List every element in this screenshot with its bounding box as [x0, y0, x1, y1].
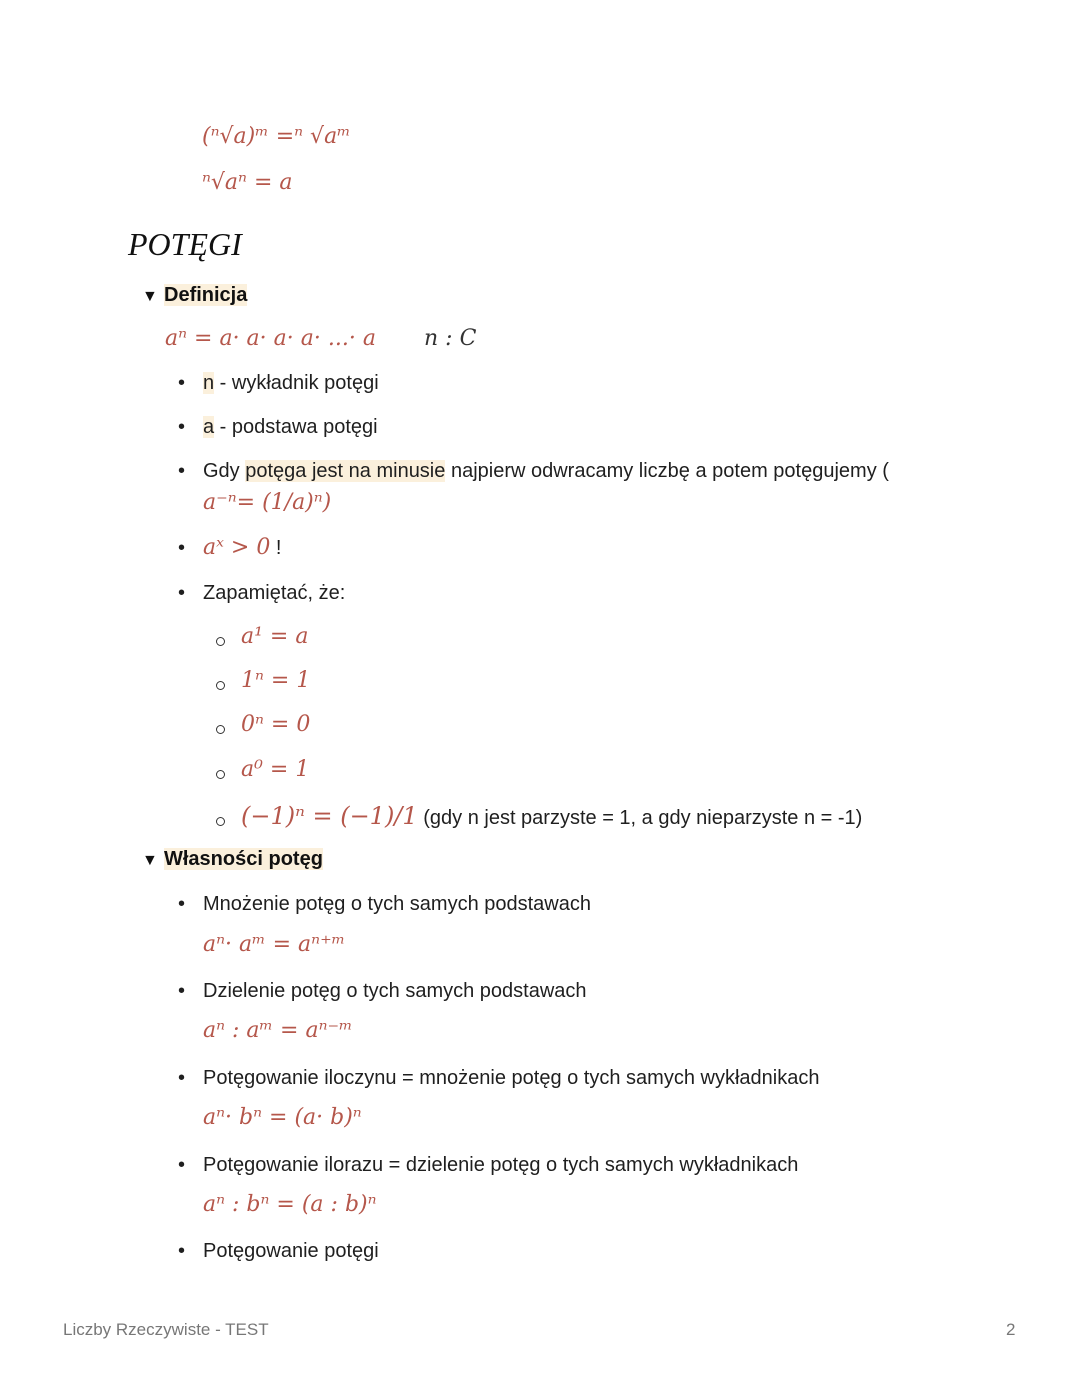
list-item-base	[203, 416, 378, 439]
bullet-dot: •	[178, 980, 186, 1002]
list-item-positive	[203, 535, 281, 560]
neg-pre-text: Gdy	[203, 460, 246, 482]
root-formula-1: (ⁿ√a)ᵐ =ⁿ √aᵐ	[202, 124, 351, 149]
footer-doc-title: Liczby Rzeczywiste - TEST	[63, 1320, 269, 1339]
sub-bullet-circle	[216, 721, 225, 739]
bullet-dot: •	[178, 372, 186, 394]
property-text: Mnożenie potęg o tych samych podstawach	[203, 893, 591, 915]
toggle-definicja-label: Definicja	[164, 284, 248, 306]
property-text: Dzielenie potęg o tych samych podstawach	[203, 980, 587, 1002]
property-text: Potęgowanie ilorazu = dzielenie potęg o tych samych wykładnikach	[203, 1154, 799, 1176]
bullet-dot: •	[178, 1154, 186, 1176]
bullet-dot: •	[178, 416, 186, 438]
property-formula: aⁿ : bⁿ = (a : b)ⁿ	[203, 1192, 377, 1217]
negative-exponent-formula: a⁻ⁿ= (1/a)ⁿ)	[203, 490, 332, 515]
property-formula: aⁿ· bⁿ = (a· b)ⁿ	[203, 1105, 362, 1130]
bullet-dot: •	[178, 893, 186, 915]
property-text: Potęgowanie potęgi	[203, 1240, 379, 1262]
definition-domain: n : C	[424, 326, 477, 351]
rule-a-power-0: a⁰ = 1	[241, 757, 310, 782]
a-description: - podstawa potęgi	[214, 416, 378, 438]
positive-suffix: !	[270, 537, 282, 559]
bullet-dot: •	[178, 460, 186, 482]
minus-one-note: (gdy n jest parzyste = 1, a gdy nieparzyste n = -1)	[417, 807, 863, 829]
neg-post-text: najpierw odwracamy liczbę a potem potęgujemy (	[445, 460, 889, 482]
definition-formula: aⁿ = a· a· a· a· ...· a	[165, 326, 376, 351]
a-symbol: a	[203, 416, 215, 438]
bullet-dot: •	[178, 1067, 186, 1089]
n-symbol: n	[203, 372, 215, 394]
triangle-down-icon[interactable]: ▼	[142, 288, 158, 305]
positive-formula: aˣ > 0	[203, 535, 271, 560]
sub-bullet-circle	[216, 766, 225, 784]
list-item-exponent	[203, 372, 379, 395]
property-formula: aⁿ : aᵐ = aⁿ⁻ᵐ	[203, 1018, 353, 1043]
property-formula: aⁿ· aᵐ = aⁿ⁺ᵐ	[203, 932, 346, 957]
sub-bullet-circle	[216, 813, 225, 831]
list-item-remember: Zapamiętać, że:	[203, 582, 346, 604]
bullet-dot: •	[178, 537, 186, 559]
bullet-dot: •	[178, 582, 186, 604]
toggle-wlasnosci-label: Własności potęg	[164, 848, 323, 870]
n-description: - wykładnik potęgi	[214, 372, 379, 394]
page-number: 2	[1006, 1320, 1016, 1339]
list-item-negative-exponent	[203, 460, 889, 483]
property-text: Potęgowanie iloczynu = mnożenie potęg o tych samych wykładnikach	[203, 1067, 820, 1089]
rule-0-power-n: 0ⁿ = 0	[241, 712, 311, 737]
sub-bullet-circle	[216, 677, 225, 695]
rule-minus-one	[241, 802, 862, 830]
bullet-dot: •	[178, 1240, 186, 1262]
sub-bullet-circle	[216, 633, 225, 651]
minus-one-formula: (−1)ⁿ = (−1)/1	[241, 802, 418, 830]
triangle-down-icon[interactable]: ▼	[142, 852, 158, 869]
toggle-wlasnosci[interactable]	[142, 848, 323, 871]
neg-highlight: potęga jest na minusie	[245, 460, 446, 482]
rule-1-power-n: 1ⁿ = 1	[241, 668, 311, 693]
toggle-definicja[interactable]	[142, 284, 247, 307]
rule-a-power-1: a¹ = a	[241, 624, 309, 649]
section-title: POTĘGI	[128, 226, 242, 262]
root-formula-2: ⁿ√aⁿ = a	[202, 170, 293, 195]
